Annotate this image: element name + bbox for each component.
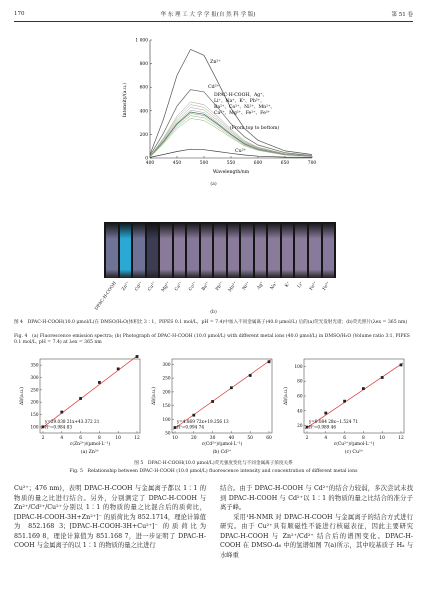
vial: [295, 222, 307, 278]
vial: [120, 222, 132, 278]
panel-label: (c) Cu²⁺: [344, 450, 364, 455]
annot-zn: Zn²⁺: [210, 60, 221, 65]
vial-label: [160, 281, 173, 307]
vial-label: [173, 281, 186, 307]
vial: [323, 222, 335, 278]
vial-label-text: Mn²⁺: [227, 281, 239, 294]
annot-cd: Cd²⁺: [208, 85, 220, 90]
data-point: [174, 426, 177, 429]
fit-equation: y=29.038 21x+43.372 21: [45, 419, 100, 424]
x-tick-label: 10: [172, 436, 178, 441]
spectra-x-tick-label: 550: [226, 161, 236, 166]
x-tick-label: 2: [305, 436, 309, 441]
spectrum-cluster-line: [150, 110, 312, 157]
vial: [187, 222, 199, 278]
vial: [309, 222, 321, 278]
vial-label: [307, 281, 320, 307]
y-axis-label: ΔI/(a.u.): [20, 386, 25, 406]
vial-label-text: Fe³⁺: [322, 281, 333, 292]
cd-calibration-chart: [150, 355, 278, 457]
vial: [241, 222, 253, 278]
body-right-column: 结合。由于 DPAC-H-COOH 与 Cd²⁺的结合力较弱，多次尝试未找到 DPAC-H-COOH 与 Cd²⁺以 1∶1 的物质的量之比结合的准分子离子峰。 采用¹H-NMR 对 DPAC-H-COOH 与金属离子的结合方式进行研究。由于 Cu²⁺具有顺磁性不能进行核磁表征，因此主要研究 DPAC-H-COOH 与 Zn²⁺/Cd²⁺ 结合后的谱图变化。DPAC-H-COOH 在 DMSO-d₆ 中的氢谱如图 7(a)所示，其中咬基质子 Hₐ 与水峰重: [220, 485, 413, 559]
fit-equation: y=4.869 72x+19.256 13: [177, 419, 229, 424]
vial-label: [267, 281, 280, 307]
vial: [214, 222, 226, 278]
vial-label-text: Cd²⁺: [134, 281, 145, 293]
x-tick-label: 10: [115, 436, 121, 441]
vial-label: [253, 281, 266, 307]
fit-r2: R²=0.994 74: [177, 424, 204, 430]
data-point: [306, 426, 309, 429]
vial-label: [213, 281, 226, 307]
x-tick-label: 6: [343, 436, 346, 441]
y-tick-label: 150: [30, 412, 39, 417]
fig4-caption-en: Fig. 4 (a) Fluorescence emission spectra; (b) Photograph of DPAC-H-COOH (10.0 μmol/L) with different metal ions (40.0 μmol/L) in DMSO/H₂O (Volume ratio 3∶1, PIPES 0.1 mol/L, pH = 7.4) at λex = 365 nm: [14, 334, 410, 346]
vial-label: [186, 281, 199, 307]
y-tick-label: 350: [30, 362, 39, 368]
vial-label: [321, 281, 334, 307]
cu-calibration-chart: [282, 355, 410, 457]
vial-label: [119, 281, 132, 307]
fit-line: [41, 355, 139, 429]
y-tick-label: 250: [162, 375, 171, 381]
annot-group-2: Li⁺、Na⁺、K⁺、Pb²⁺、: [214, 99, 265, 104]
y-tick-label: 60: [297, 393, 303, 399]
vial: [255, 222, 267, 278]
body-left-column: Cu²⁺；476 nm)，表明 DPAC-H-COOH 与金属离子都以 1∶1 的物质的量之比进行结合。另外，分别测定了 DPAC-H-COOH 与 Zn²⁺/Cd²⁺/Cu²⁺分别以 1∶1 的物质的量之比混合后的质荷比，[DPAC-H-COOH-3H+Zn²⁺]⁻ 的质荷比为 852.1714，理论计算值为 852.168 3；[DPAC-H-COOH-3H+Cu²⁺]⁻ 的质荷比为 851.169 8，理论计算值为 851.168 7，进一步证明了 DPAC-H-COOH 与金属离子的以 1∶1 的物质的量之比进行: [14, 485, 206, 549]
data-point: [42, 425, 45, 428]
y-tick-label: 100: [294, 363, 303, 369]
y-axis-label: ΔI/(a.u.): [284, 386, 289, 406]
vial-label-text: Mg²⁺: [160, 281, 172, 294]
fig4-caption-cn: 图 4 DPAC-H-COOH(10.0 μmol/L)在 DMSO/H₂O(体积比 3∶1，PIPES 0.1 mol/L，pH = 7.4)中加入不同金属离子(40.0 μmol/L) 后的(a)荧光发射光谱；(b)荧光照片(λex = 365 nm): [14, 320, 408, 325]
x-tick-label: 2: [41, 436, 45, 441]
panel-label: (a) Zn²⁺: [80, 450, 100, 455]
zn-calibration-chart: [18, 355, 146, 457]
vial: [174, 222, 186, 278]
spectra-y-tick-label: 400: [139, 109, 148, 115]
spectra-x-tick-label: 600: [253, 161, 263, 166]
x-tick-label: 12: [398, 436, 404, 441]
panel-b-label: (b): [210, 310, 217, 315]
x-tick-label: 6: [79, 436, 82, 441]
spectra-x-tick-label: 650: [280, 161, 290, 166]
data-point: [249, 374, 252, 377]
vial-label: [200, 281, 213, 307]
y-tick-label: 100: [162, 416, 171, 422]
vial-label-text: Ag⁺: [256, 281, 265, 291]
vial-label-text: Zn²⁺: [121, 281, 131, 293]
fit-r2: R²=0.984 83: [45, 424, 72, 430]
x-tick-label: 10: [379, 436, 385, 441]
fig5-caption-en: Fig. 5 Relationship between DPAC-H-COOH (10.0 μmol/L) fluorescence intensity and concentration of different metal ions: [69, 469, 358, 474]
data-point: [98, 381, 101, 384]
data-point: [324, 412, 327, 415]
spectra-x-tick-label: 500: [199, 161, 209, 166]
x-tick-label: 60: [266, 436, 272, 441]
x-tick-label: 12: [134, 436, 140, 441]
y-tick-label: 80: [297, 378, 303, 384]
y-tick-label: 300: [30, 375, 39, 380]
spectra-y-tick-label: 200: [139, 132, 148, 138]
annot-cu: Cu²⁺: [235, 149, 247, 154]
vial-label: [94, 281, 119, 312]
y-tick-label: 300: [162, 361, 171, 367]
spectra-y-label: Intensity/(a.u.): [123, 82, 128, 118]
vial: [268, 222, 280, 278]
y-tick-label: 250: [30, 387, 39, 393]
x-tick-label: 8: [98, 436, 101, 441]
y-tick-label: 50: [165, 430, 171, 436]
annot-group-4: Ca²⁺、Mg²⁺、Fe²⁺、Fe³⁺: [214, 111, 271, 116]
spectra-x-tick-label: 700: [307, 161, 317, 166]
vial-label-text: Li⁺: [297, 281, 306, 290]
x-tick-label: 4: [60, 436, 64, 441]
vial: [147, 222, 159, 278]
header-rule: [14, 21, 413, 22]
data-point: [230, 386, 233, 389]
spectrum-cluster-line: [150, 113, 312, 156]
volume-label: 第 51 卷: [391, 12, 413, 18]
spectra-y-tick-label: 0: [145, 156, 148, 162]
running-header: [14, 8, 413, 20]
data-point: [343, 400, 346, 403]
vial: [201, 222, 213, 278]
data-point: [79, 397, 82, 400]
spectra-x-label: Wavelength/nm: [212, 170, 250, 175]
vial-label: [294, 281, 307, 307]
vial-label-text: DPAC-H-COOH: [94, 281, 118, 312]
y-tick-label: 200: [162, 389, 171, 395]
vial: [228, 222, 240, 278]
spectra-x-tick-label: 400: [145, 161, 155, 166]
spectra-x-tick-label: 450: [172, 161, 182, 166]
vial-label: [240, 281, 253, 307]
x-axis-label: c(Cd²⁺)/(μmol·L⁻¹): [201, 442, 243, 447]
vial-label: [280, 281, 293, 307]
vial: [133, 222, 145, 278]
vial-label-text: K⁺: [284, 281, 292, 289]
data-point: [117, 367, 120, 370]
vial-label-text: Fe²⁺: [309, 281, 319, 292]
y-tick-label: 200: [30, 399, 39, 405]
vial: [106, 222, 118, 278]
fig5-caption-cn: 图 5 DPAC-H-COOH(10.0 μmol/L)荧光强度变化与不同金属离子浓度关系: [134, 461, 293, 466]
x-tick-label: 30: [209, 436, 216, 441]
x-tick-label: 50: [247, 436, 253, 441]
emission-spectra-chart: [120, 30, 320, 180]
spectra-y-tick-label: 600: [139, 85, 148, 91]
x-tick-label: 4: [324, 436, 328, 441]
vial-label-text: Ca²⁺: [174, 281, 185, 293]
data-point: [362, 387, 365, 390]
data-point: [192, 414, 195, 417]
x-tick-label: 20: [191, 436, 197, 441]
x-tick-label: 8: [362, 436, 365, 441]
vial-label-text: Ba²⁺: [201, 281, 212, 292]
y-tick-label: 100: [30, 424, 39, 430]
annot-group-3: Ba²⁺、Co²⁺、Ni²⁺、Mn²⁺、: [214, 105, 275, 110]
x-axis-label: c(Cu²⁺)/(μmol·L⁻¹): [333, 442, 375, 447]
data-point: [211, 400, 214, 403]
vial: [160, 222, 172, 278]
panel-label: (b) Cd²⁺: [212, 450, 232, 455]
data-point: [268, 360, 271, 363]
data-point: [136, 355, 139, 358]
fluorescence-photo: [104, 222, 336, 278]
x-axis-label: c(Zn²⁺)/(μmol·L⁻¹): [69, 442, 111, 447]
y-axis-label: ΔI/(a.u.): [152, 386, 157, 406]
vial-label-text: Co²⁺: [188, 281, 198, 293]
spectra-y-tick-label: 1 000: [135, 38, 148, 44]
vial-label-text: Ni²⁺: [242, 281, 252, 292]
vial-label: [227, 281, 240, 307]
data-point: [60, 411, 63, 414]
vial-labels: [94, 281, 336, 312]
page-number: 170: [14, 11, 25, 17]
spectrum-line-2: [150, 112, 312, 157]
annot-order: (From top to bottom): [230, 126, 280, 131]
fit-r2: R²=0.989 46: [309, 424, 336, 430]
vial: [282, 222, 294, 278]
y-tick-label: 20: [297, 423, 303, 429]
annot-group-1: DPAC-H-COOH、Ag⁺、: [214, 93, 268, 98]
vial-label: [146, 281, 159, 307]
vial-label-text: Na⁺: [269, 281, 279, 292]
y-tick-label: 40: [297, 408, 303, 414]
vial-label: [133, 281, 146, 307]
data-point: [400, 364, 403, 367]
spectra-y-tick-label: 800: [139, 62, 148, 68]
spectrum-cluster-line: [150, 116, 312, 157]
x-tick-label: 40: [228, 436, 235, 441]
journal-title: 华 东 理 工 大 学 学 报(自 然 科 学 版): [160, 12, 256, 18]
data-point: [381, 376, 384, 379]
fit-equation: y=0.084 28x−1.524 71: [309, 419, 359, 424]
vial-label-text: Cu²⁺: [147, 281, 158, 293]
panel-a-label: (a): [210, 182, 217, 187]
vial-label-text: Pb²⁺: [215, 281, 225, 292]
y-tick-label: 150: [162, 403, 171, 409]
